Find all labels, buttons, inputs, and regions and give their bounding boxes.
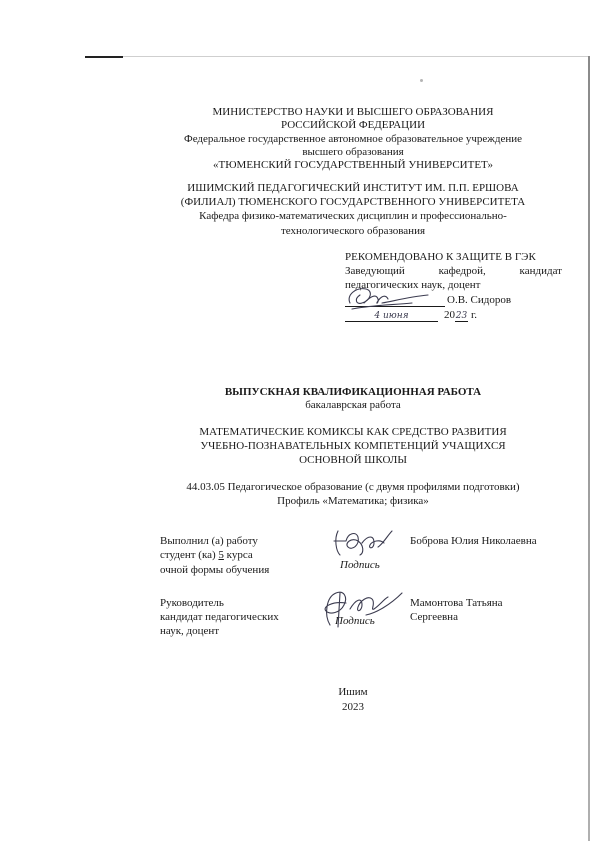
year: 2023 bbox=[342, 701, 364, 713]
work-title-line-2: УЧЕБНО-ПОЗНАВАТЕЛЬНЫХ КОМПЕТЕНЦИЙ УЧАЩИХСЯ bbox=[200, 440, 506, 452]
approver-position-line-2: педагогических наук, доцент bbox=[345, 279, 481, 291]
scan-speck bbox=[420, 79, 423, 82]
work-title-line-3: ОСНОВНОЙ ШКОЛЫ bbox=[299, 454, 407, 466]
author-signature bbox=[328, 525, 398, 563]
author-role-line-2 bbox=[160, 549, 253, 562]
scan-right-edge bbox=[588, 56, 590, 841]
scan-edge-mark bbox=[85, 56, 123, 58]
author-signature-label: Подпись bbox=[340, 559, 380, 571]
university-name: «ТЮМЕНСКИЙ ГОСУДАРСТВЕННЫЙ УНИВЕРСИТЕТ» bbox=[213, 159, 493, 171]
year-prefix: 20 bbox=[444, 309, 455, 321]
study-program: 44.03.05 Педагогическое образование (с двумя профилями подготовки) bbox=[186, 481, 520, 493]
department-line-1: Кафедра физико-математических дисциплин и профессионально- bbox=[199, 210, 507, 222]
author-role-prefix: студент (ка) bbox=[160, 549, 216, 561]
author-role-line-1: Выполнил (а) работу bbox=[160, 535, 258, 547]
institution-type-line-1: Федеральное государственное автономное образовательное учреждение bbox=[184, 133, 522, 145]
study-profile: Профиль «Математика; физика» bbox=[277, 495, 429, 507]
supervisor-signature-label: Подпись bbox=[335, 615, 375, 627]
handwritten-date: 4 июня bbox=[374, 311, 409, 321]
author-course: 5 bbox=[218, 549, 224, 561]
approval-heading: РЕКОМЕНДОВАНО К ЗАЩИТЕ В ГЭК bbox=[345, 251, 536, 263]
author-name: Боброва Юлия Николаевна bbox=[410, 535, 537, 547]
scan-top-edge bbox=[123, 56, 589, 57]
supervisor-role-line-2: кандидат педагогических bbox=[160, 611, 279, 623]
approver-name: О.В. Сидоров bbox=[447, 294, 512, 306]
supervisor-signature bbox=[310, 585, 404, 631]
year-blank bbox=[455, 309, 468, 322]
approver-position-line-1: Заведующий кафедрой, кандидат bbox=[345, 265, 562, 277]
year-suffix: г. bbox=[471, 309, 478, 321]
work-subtype: бакалаврская работа bbox=[305, 399, 401, 411]
ministry-line-1: МИНИСТЕРСТВО НАУКИ И ВЫСШЕГО ОБРАЗОВАНИЯ bbox=[212, 106, 494, 118]
institute-line-1: ИШИМСКИЙ ПЕДАГОГИЧЕСКИЙ ИНСТИТУТ ИМ. П.П. ЕРШОВА bbox=[187, 182, 519, 194]
author-role-suffix: курса bbox=[226, 549, 253, 561]
institute-line-2: (ФИЛИАЛ) ТЮМЕНСКОГО ГОСУДАРСТВЕННОГО УНИВЕРСИТЕТА bbox=[180, 196, 526, 208]
supervisor-role-line-1: Руководитель bbox=[160, 597, 224, 609]
supervisor-name-line-2: Сергеевна bbox=[410, 611, 458, 623]
supervisor-name-line-1: Мамонтова Татьяна bbox=[410, 597, 503, 609]
city: Ишим bbox=[338, 686, 368, 698]
institution-type-line-2: высшего образования bbox=[302, 146, 404, 158]
work-type: ВЫПУСКНАЯ КВАЛИФИКАЦИОННАЯ РАБОТА bbox=[224, 386, 482, 398]
ministry-line-2: РОССИЙСКОЙ ФЕДЕРАЦИИ bbox=[280, 119, 426, 131]
author-role-line-3: очной формы обучения bbox=[160, 564, 270, 576]
department-line-2: технологического образования bbox=[280, 225, 426, 237]
approver-signature bbox=[342, 283, 432, 315]
supervisor-role-line-3: наук, доцент bbox=[160, 625, 220, 637]
handwritten-year: 23 bbox=[455, 311, 468, 321]
work-title-line-1: МАТЕМАТИЧЕСКИЕ КОМИКСЫ КАК СРЕДСТВО РАЗВИТИЯ bbox=[199, 426, 507, 438]
